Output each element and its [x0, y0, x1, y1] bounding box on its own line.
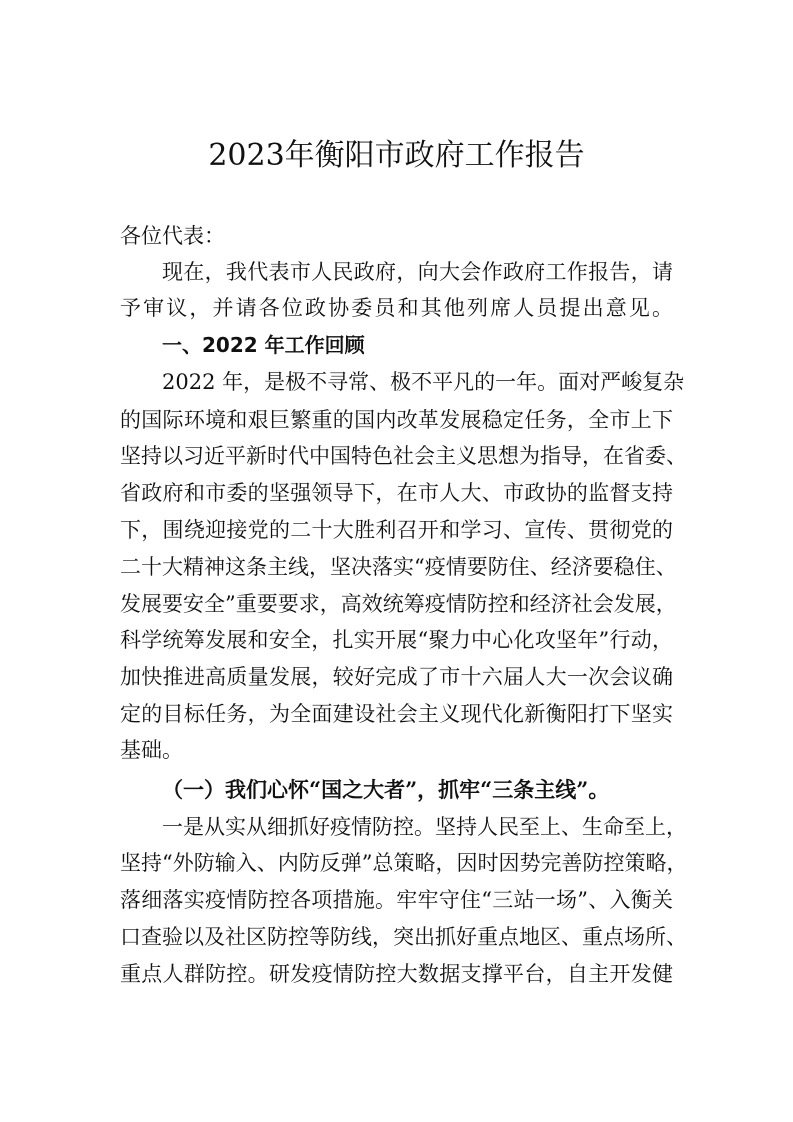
text-line: 现在，我代表市人民政府，向大会作政府工作报告，请	[162, 260, 673, 284]
text-line: 2022 年，是极不寻常、极不平凡的一年。面对严峻复杂	[162, 370, 685, 394]
text-line: 落细落实疫情防控各项措施。牢牢守住“三站一场”、入衡关	[120, 888, 673, 912]
text-line: 下，围绕迎接党的二十大胜利召开和学习、宣传、贯彻党的	[120, 518, 673, 542]
text-line: 发展要安全”重要要求，高效统筹疫情防控和经济社会发展，	[120, 592, 677, 616]
text-line: 基础。	[120, 738, 183, 762]
subsection-heading: （一）我们心怀“国之大者”，抓牢“三条主线”。	[162, 777, 610, 802]
text-line: 科学统筹发展和安全，扎实开展“聚力中心化攻坚年”行动，	[120, 628, 673, 652]
text-line: 二十大精神这条主线，坚决落实“疫情要防住、经济要稳住、	[120, 555, 677, 579]
text-line: 加快推进高质量发展，较好完成了市十六届人大一次会议确	[120, 665, 673, 689]
text-line: 的国际环境和艰巨繁重的国内改革发展稳定任务，全市上下	[120, 408, 673, 432]
text-line: 予审议，并请各位政协委员和其他列席人员提出意见。	[120, 296, 673, 320]
text-line: 定的目标任务，为全面建设社会主义现代化新衡阳打下坚实	[120, 702, 673, 726]
text-line: 省政府和市委的坚强领导下，在市人大、市政协的监督支持	[120, 481, 673, 505]
text-line: 坚持“外防输入、内防反弹”总策略，因时因势完善防控策略，	[120, 851, 688, 875]
section-heading: 一、2022 年工作回顾	[162, 333, 365, 357]
text-line: 坚持以习近平新时代中国特色社会主义思想为指导，在省委、	[120, 444, 687, 468]
salutation: 各位代表：	[120, 224, 225, 248]
text-line: 重点人群防控。研发疫情防控大数据支撑平台，自主开发健	[120, 962, 673, 986]
document-title: 2023年衡阳市政府工作报告	[208, 138, 585, 173]
text-line: 口查验以及社区防控等防线，突出抓好重点地区、重点场所、	[120, 925, 687, 949]
text-line: 一是从实从细抓好疫情防控。坚持人民至上、生命至上，	[162, 815, 687, 839]
